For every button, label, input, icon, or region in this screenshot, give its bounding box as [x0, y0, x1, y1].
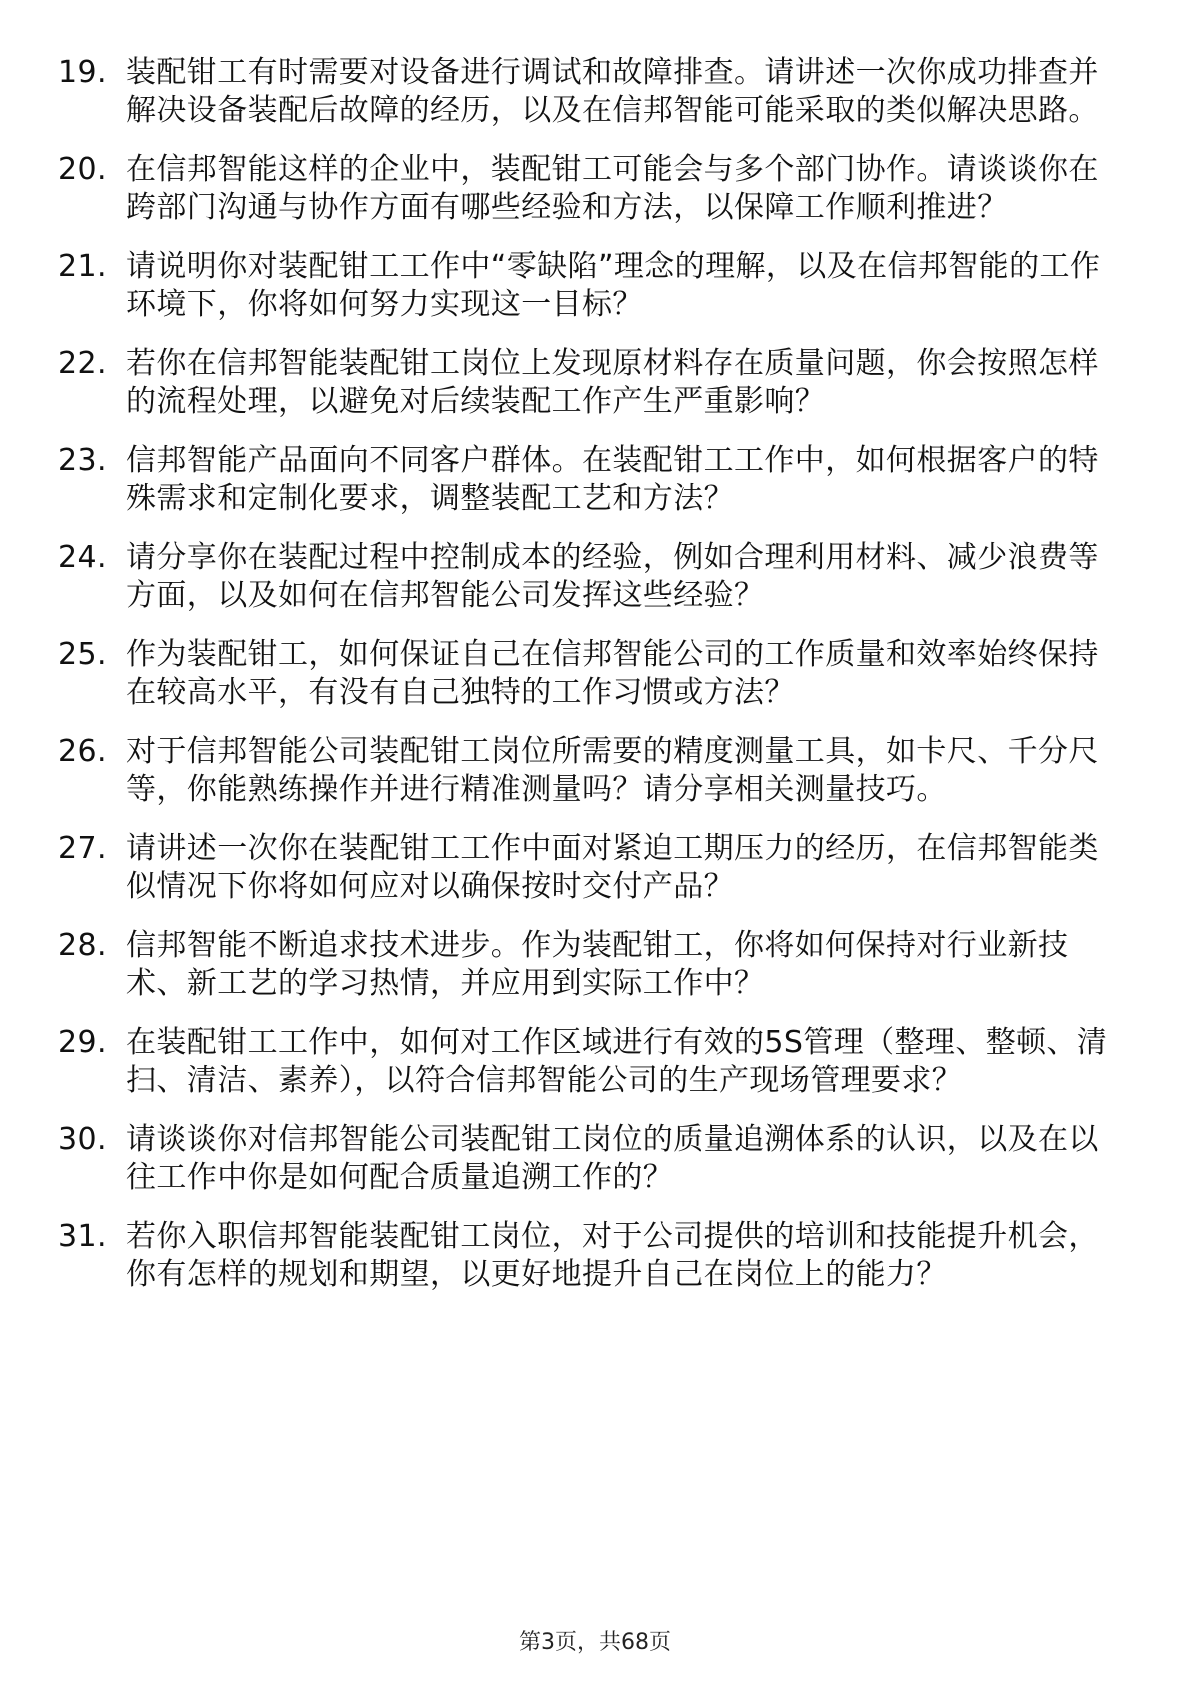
question-number: 23. — [58, 443, 107, 478]
question-text: 对于信邦智能公司装配钳工岗位所需要的精度测量工具，如卡尺、千分尺等，你能熟练操作并进行精准测量吗？请分享相关测量技巧。 — [126, 734, 1099, 807]
question-text: 请说明你对装配钳工工作中“零缺陷”理念的理解，以及在信邦智能的工作环境下，你将如何努力实现这一目标？ — [126, 249, 1101, 322]
question-text: 若你入职信邦智能装配钳工岗位，对于公司提供的培训和技能提升机会，你有怎样的规划和期望，以更好地提升自己在岗位上的能力？ — [126, 1219, 1099, 1292]
question-text: 信邦智能产品面向不同客户群体。在装配钳工工作中，如何根据客户的特殊需求和定制化要求，调整装配工艺和方法？ — [126, 443, 1099, 516]
question-number: 28. — [58, 928, 107, 963]
question-text: 请讲述一次你在装配钳工工作中面对紧迫工期压力的经历，在信邦智能类似情况下你将如何应对以确保按时交付产品？ — [126, 831, 1099, 904]
question-text: 在信邦智能这样的企业中，装配钳工可能会与多个部门协作。请谈谈你在跨部门沟通与协作方面有哪些经验和方法，以保障工作顺利推进？ — [126, 152, 1099, 225]
question-list — [0, 54, 1190, 1315]
question-item-22 — [0, 345, 1190, 421]
question-item-28 — [0, 927, 1190, 1003]
question-item-21 — [0, 248, 1190, 324]
question-text: 装配钳工有时需要对设备进行调试和故障排查。请讲述一次你成功排查并解决设备装配后故障的经历，以及在信邦智能可能采取的类似解决思路。 — [126, 55, 1099, 128]
question-item-20 — [0, 151, 1190, 227]
question-item-31 — [0, 1218, 1190, 1294]
question-item-24 — [0, 539, 1190, 615]
question-text: 在装配钳工工作中，如何对工作区域进行有效的5S管理（整理、整顿、清扫、清洁、素养），以符合信邦智能公司的生产现场管理要求？ — [126, 1025, 1108, 1098]
question-item-25 — [0, 636, 1190, 712]
question-item-29 — [0, 1024, 1190, 1100]
question-number: 30. — [58, 1122, 107, 1157]
question-text: 请分享你在装配过程中控制成本的经验，例如合理利用材料、减少浪费等方面，以及如何在信邦智能公司发挥这些经验？ — [126, 540, 1099, 613]
question-number: 31. — [58, 1219, 107, 1254]
question-number: 20. — [58, 152, 107, 187]
question-text: 信邦智能不断追求技术进步。作为装配钳工，你将如何保持对行业新技术、新工艺的学习热情，并应用到实际工作中？ — [126, 928, 1069, 1001]
page-number-footer: 第3页，共68页 — [519, 1630, 671, 1655]
question-number: 25. — [58, 637, 107, 672]
question-number: 22. — [58, 346, 107, 381]
question-item-23 — [0, 442, 1190, 518]
question-number: 24. — [58, 540, 107, 575]
question-text: 若你在信邦智能装配钳工岗位上发现原材料存在质量问题，你会按照怎样的流程处理，以避免对后续装配工作产生严重影响？ — [126, 346, 1099, 419]
question-text: 请谈谈你对信邦智能公司装配钳工岗位的质量追溯体系的认识，以及在以往工作中你是如何配合质量追溯工作的？ — [126, 1122, 1099, 1195]
question-number: 19. — [58, 55, 107, 90]
question-number: 26. — [58, 734, 107, 769]
question-number: 21. — [58, 249, 107, 284]
question-number: 29. — [58, 1025, 107, 1060]
question-number: 27. — [58, 831, 107, 866]
question-item-27 — [0, 830, 1190, 906]
question-text: 作为装配钳工，如何保证自己在信邦智能公司的工作质量和效率始终保持在较高水平，有没有自己独特的工作习惯或方法？ — [126, 637, 1099, 710]
question-item-30 — [0, 1121, 1190, 1197]
question-item-19 — [0, 54, 1190, 130]
question-item-26 — [0, 733, 1190, 809]
